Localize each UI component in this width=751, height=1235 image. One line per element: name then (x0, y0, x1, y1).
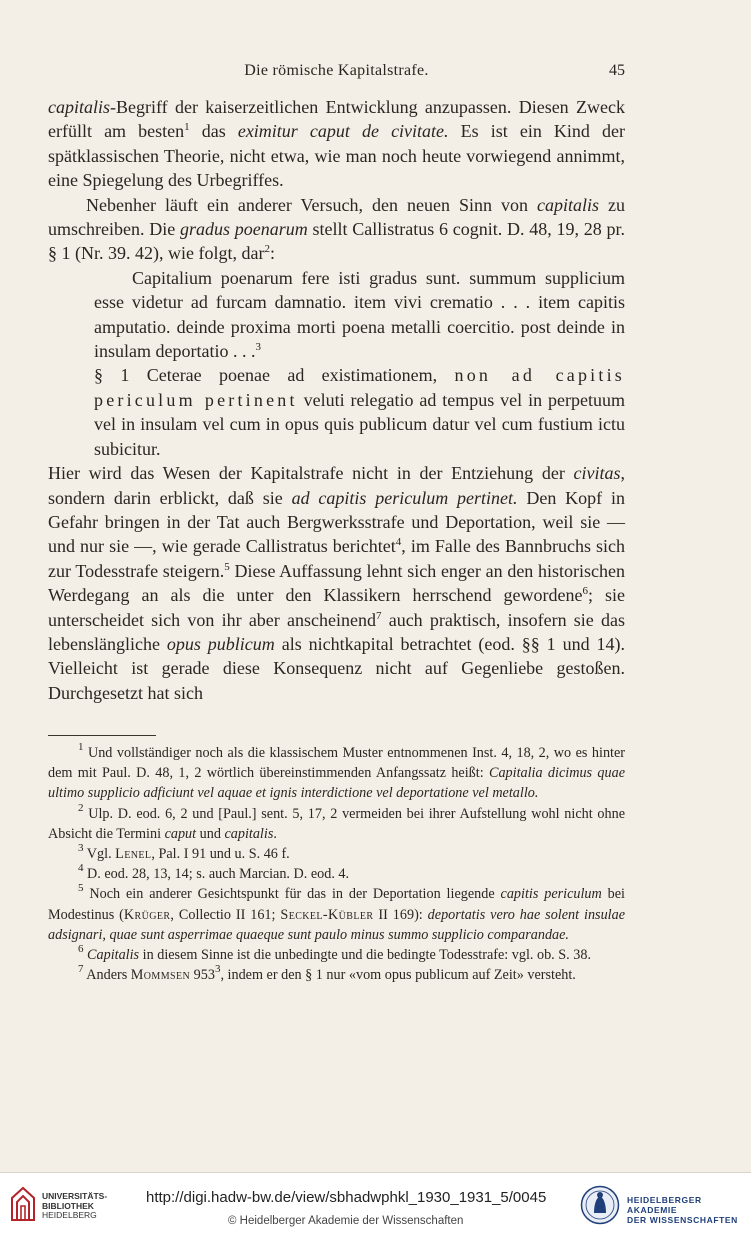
paragraph: Hier wird das Wesen der Kapitalstrafe nicht in der Entziehung der civitas, sondern darin erblickt, daß sie ad capitis periculum pertinet. Den Kopf in Gefahr bringen in der Tat auch Bergwerksstrafe und Deportation, weil sie — und nur sie —, wie gerade Callistratus berichtet$^4$, im Falle des Bannbruchs sich zur Todesstrafe steigern.$^5$ Diese Auffassung lehnt sich enger an den historischen Werdegang an als die unter den Klassikern herrschend gewordene$^6$; sie unterscheidet sich von ihr aber anscheinend$^7$ auch praktisch, insofern sie das lebenslängliche opus publicum als nichtkapital betrachtet (eod. §§ 1 und 14). Vielleicht ist gerade diese Konsequenz nicht auf Gegenliebe gestoßen. Durchgesetzt hat sich (48, 463, 626, 703)
block-quote: § 1 Ceterae poenae ad existimationem, non ad capitis periculum pertinent veluti relegatio ad tempus vel in perpetuum vel in insulam vel cum in opus quis publicum datur vel cum fustium ictu subicitur. (94, 365, 625, 459)
copyright: © Heidelberger Akademie der Wissenschaften (228, 1215, 464, 1227)
footnote: $^2$ Ulp. D. eod. 6, 2 und [Paul.] sent. 5, 17, 2 vermeiden bei ihrer Aufstellung wohl nicht ohne Absicht die Termini caput und capitalis. (48, 801, 625, 842)
academy-seal-icon[interactable] (580, 1185, 620, 1225)
footnote-separator (48, 735, 156, 736)
paragraph: Nebenher läuft ein anderer Versuch, den neuen Sinn von capitalis zu umschreiben. Die gradus poenarum stellt Callistratus 6 cognit. D. 48, 19, 28 pr. § 1 (Nr. 39. 42), wie folgt, dar$^2$: (48, 194, 626, 264)
footnote-ref[interactable]: 1 (184, 121, 190, 134)
footer-bar (0, 1172, 751, 1235)
footnote-ref[interactable]: 2 (264, 243, 270, 256)
footnote-ref[interactable]: 4 (395, 536, 402, 549)
footnote: $^3$ Vgl. Lenel, Pal. I 91 und u. S. 46 f. (78, 842, 290, 863)
footnote-ref[interactable]: 3 (255, 341, 261, 354)
academy-name: HEIDELBERGER AKADEMIE DER WISSENSCHAFTEN (627, 1195, 738, 1225)
running-header (48, 62, 625, 86)
permalink[interactable]: http://digi.hadw-bw.de/view/sbhadwphkl_1930_1931_5/0045 (146, 1189, 547, 1206)
university-library-logo-icon[interactable] (10, 1186, 36, 1222)
footnote: $^6$ Capitalis in diesem Sinne ist die unbedingte und die bedingte Todesstrafe: vgl. ob. S. 38. (78, 943, 591, 964)
footnote: $^5$ Noch ein anderer Gesichtspunkt für das in der Deportation liegende capitis periculum bei Modestinus (Krüger, Collectio II 161; Seckel-Kübler II 169): deportatis vero hae solent insulae adsignari, quae sunt asperrimae quaeque sunt paulo minus summo supplicio comparandae. (48, 882, 625, 943)
footnotes (48, 743, 625, 985)
page-number: 45 (609, 62, 625, 79)
footnote-ref[interactable]: 7 (375, 609, 382, 622)
main-text (48, 95, 625, 705)
footnote: $^4$ D. eod. 28, 13, 14; s. auch Marcian. D. eod. 4. (78, 862, 350, 883)
paragraph: capitalis-Begriff der kaiserzeitlichen Entwicklung anzupassen. Diesen Zweck erfüllt am besten$^1$ das eximitur caput de civitate. Es ist ein Kind der spätklassischen Theorie, nicht etwa, wie man noch heute vorwiegend annimmt, eine Spiegelung des Urbegriffes. (48, 97, 625, 191)
footnote-ref[interactable]: 6 (582, 585, 588, 598)
block-quote: Capitalium poenarum fere isti gradus sunt. summum supplicium esse videtur ad furcam damnatio. item vivi crematio . . . item capitis amputatio. deinde proxima morti poena metalli coercitio. post deinde in insulam deportatio . . .$^3$ (94, 267, 625, 362)
running-title: Die römische Kapitalstrafe. (244, 62, 429, 79)
university-library-name: UNIVERSITÄTS- BIBLIOTHEK HEIDELBERG (42, 1191, 108, 1220)
footnote: $^7$ Anders Mommsen $953^3$, indem er den § 1 nur «vom opus publicum auf Zeit» versteht. (78, 963, 576, 984)
spaced-emphasis: non ad capitis periculum pertinent (94, 365, 625, 410)
footnote: $^1$ Und vollständiger noch als die klassischem Muster entnommenen Inst. 4, 18, 2, wo es hinter dem mit Paul. D. 48, 1, 2 wörtlich übereinstimmenden Anfangssatz heißt: Capitalia dicimus quae ultimo supplicio adficiunt vel aquae et ignis interdictione vel deportatione vel metallo. (48, 741, 625, 802)
footnote-ref[interactable]: 5 (224, 560, 230, 573)
